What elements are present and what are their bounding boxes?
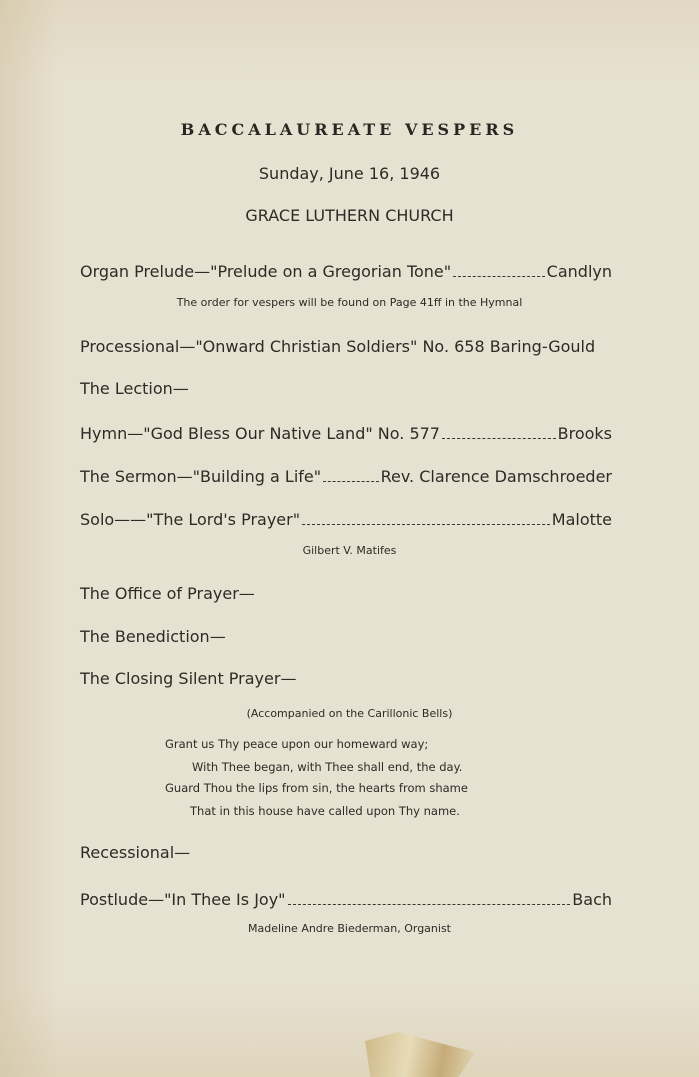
solo-line [80,510,612,529]
hymn-composer: Brooks [557,424,612,443]
prelude-title: Organ Prelude—"Prelude on a Gregorian Tone" [80,262,452,281]
leader-dots [442,438,556,439]
poem-line-1: Grant us Thy peace upon our homeward way; [165,737,429,751]
church-name: GRACE LUTHERN CHURCH [245,206,454,225]
hymn-line [80,424,612,443]
recessional-line [80,843,612,862]
closing-prayer-text: The Closing Silent Prayer— [80,669,297,688]
postlude-composer: Bach [572,890,612,909]
benediction-text: The Benediction— [80,627,226,646]
soloist-name: Gilbert V. Matifes [302,544,397,557]
processional-text: Processional—"Onward Christian Soldiers" No. 658 Baring-Gould [80,337,596,356]
closing-prayer-line [80,669,612,688]
recessional-text: Recessional— [80,843,191,862]
postlude-line [80,890,612,909]
leader-dots [323,481,378,482]
leader-dots [453,276,545,277]
poem-line-3: Guard Thou the lips from sin, the hearts from shame [165,781,468,795]
page-title: BACCALAUREATE VESPERS [180,120,519,139]
solo-title: Solo——"The Lord's Prayer" [80,510,301,529]
solo-composer: Malotte [551,510,612,529]
poem-line-4: That in this house have called upon Thy name. [190,804,460,818]
benediction-line [80,627,612,646]
sermon-line [80,467,612,486]
sermon-title: The Sermon—"Building a Life" [80,467,322,486]
leader-dots [288,904,571,905]
office-of-prayer-text: The Office of Prayer— [80,584,255,603]
organist-credit: Madeline Andre Biederman, Organist [247,922,451,935]
poem-line-2: With Thee began, with Thee shall end, the day. [192,760,463,774]
bells-note: (Accompanied on the Carillonic Bells) [246,707,453,720]
office-of-prayer-line [80,584,612,603]
leader-dots [302,524,550,525]
lection-line [80,379,612,398]
prelude-line [80,262,612,281]
processional-line [80,337,612,356]
sermon-preacher: Rev. Clarence Damschroeder [380,467,612,486]
prelude-composer: Candlyn [546,262,612,281]
hymn-title: Hymn—"God Bless Our Native Land" No. 577 [80,424,440,443]
event-date: Sunday, June 16, 1946 [258,164,441,183]
postlude-title: Postlude—"In Thee Is Joy" [80,890,286,909]
prelude-note: The order for vespers will be found on Page 41ff in the Hymnal [176,296,523,309]
lection-text: The Lection— [80,379,189,398]
paper-fold [365,1032,475,1077]
